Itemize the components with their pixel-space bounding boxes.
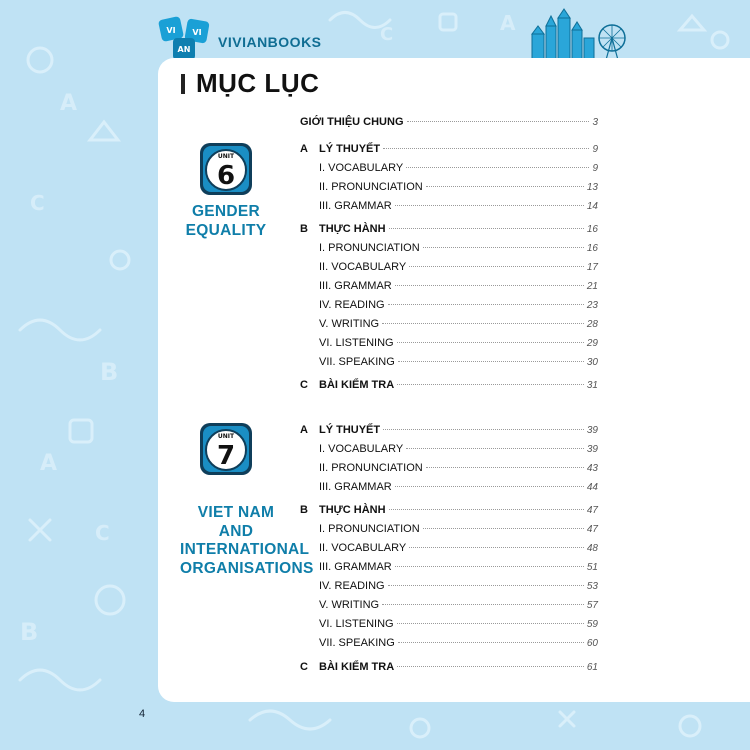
svg-text:A: A: [500, 11, 516, 35]
toc-entry-label: VII. SPEAKING: [319, 637, 395, 649]
svg-text:A: A: [60, 91, 78, 116]
dot-leader: [383, 429, 584, 430]
toc-entry-label: IV. READING: [319, 299, 385, 311]
dot-leader: [395, 566, 584, 567]
dot-leader: [395, 285, 584, 286]
dot-leader: [389, 228, 584, 229]
toc-entry-label: GIỚI THIỆU CHUNG: [300, 116, 404, 128]
brand-name: VIVIANBOOKS: [218, 34, 322, 50]
toc-entry-label: I. VOCABULARY: [319, 443, 404, 455]
toc-item-row[interactable]: [319, 318, 598, 330]
toc-page-number: 44: [586, 482, 598, 493]
dot-leader: [423, 528, 584, 529]
toc-entry-label: II. PRONUNCIATION: [319, 181, 423, 193]
dot-leader: [397, 623, 584, 624]
toc-page-number: 51: [586, 562, 598, 573]
toc-page-number: 39: [586, 425, 598, 436]
dot-leader: [397, 342, 584, 343]
unit-6-badge: [199, 142, 253, 196]
toc-page-number: 9: [592, 144, 598, 155]
toc-section-row[interactable]: [319, 504, 598, 516]
dot-leader: [389, 509, 584, 510]
toc-page-number: 53: [586, 581, 598, 592]
toc-item-row[interactable]: [319, 542, 598, 554]
toc-page-number: 9: [592, 163, 598, 174]
vivian-logo: [158, 16, 210, 62]
unit-7-badge: [199, 422, 253, 476]
toc-page-number: 29: [586, 338, 598, 349]
unit-7-number: 7: [216, 441, 236, 471]
toc-page-number: 61: [586, 662, 598, 673]
toc-item-row[interactable]: [319, 200, 598, 212]
toc-entry-label: III. GRAMMAR: [319, 200, 392, 212]
page-number: 4: [138, 708, 146, 720]
toc-page-number: 28: [586, 319, 598, 330]
svg-text:B: B: [20, 618, 39, 646]
toc-entry-label: II. VOCABULARY: [319, 261, 407, 273]
svg-text:C: C: [95, 521, 110, 545]
toc-item-row[interactable]: [319, 561, 598, 573]
toc-page-number: 13: [586, 182, 598, 193]
unit-7-title-line: AND: [218, 522, 254, 540]
toc-item-row[interactable]: [319, 580, 598, 592]
toc-page-number: 30: [586, 357, 598, 368]
unit-6-title: [180, 203, 272, 240]
toc-item-row[interactable]: [319, 599, 598, 611]
section-letter: A: [300, 424, 308, 436]
unit-7-title-line: INTERNATIONAL: [180, 541, 310, 558]
toc-item-row[interactable]: [319, 299, 598, 311]
toc-item-row[interactable]: [319, 181, 598, 193]
toc-entry-label: II. VOCABULARY: [319, 542, 407, 554]
section-letter: A: [300, 143, 308, 155]
toc-section-row[interactable]: [319, 143, 598, 155]
dot-leader: [382, 323, 584, 324]
toc-item-row[interactable]: [319, 242, 598, 254]
toc-page-number: 48: [586, 543, 598, 554]
toc-entry-label: BÀI KIỂM TRA: [319, 379, 395, 391]
dot-leader: [382, 604, 584, 605]
toc-page-number: 16: [586, 224, 598, 235]
toc-entry-label: III. GRAMMAR: [319, 481, 392, 493]
toc-entry-label: I. VOCABULARY: [319, 162, 404, 174]
svg-text:C: C: [30, 191, 45, 215]
section-letter: B: [300, 504, 308, 516]
dot-leader: [398, 642, 584, 643]
toc-page-number: 57: [586, 600, 598, 611]
toc-entry-label: LÝ THUYẾT: [319, 424, 381, 436]
toc-page-number: 43: [586, 463, 598, 474]
toc-section-row[interactable]: [319, 424, 598, 436]
toc-intro-row[interactable]: [300, 116, 598, 128]
logo-letter-2: VI: [192, 28, 202, 37]
dot-leader: [397, 666, 584, 667]
dot-leader: [423, 247, 584, 248]
unit-7-title: [180, 504, 314, 578]
toc-page-number: 47: [586, 505, 598, 516]
toc-page-number: 17: [586, 262, 598, 273]
dot-leader: [426, 467, 584, 468]
toc-page-number: 31: [586, 380, 598, 391]
section-letter: C: [300, 661, 308, 673]
toc-item-row[interactable]: [319, 261, 598, 273]
toc-item-row[interactable]: [319, 618, 598, 630]
toc-entry-label: II. PRONUNCIATION: [319, 462, 423, 474]
unit-7-label: UNIT: [217, 433, 235, 440]
logo-letter-3: AN: [177, 45, 191, 54]
toc-item-row[interactable]: [319, 162, 598, 174]
toc-section-row[interactable]: [319, 223, 598, 235]
dot-leader: [395, 205, 584, 206]
dot-leader: [388, 304, 584, 305]
toc-entry-label: I. PRONUNCIATION: [319, 242, 420, 254]
dot-leader: [398, 361, 584, 362]
svg-text:A: A: [40, 451, 58, 476]
toc-item-row[interactable]: [319, 523, 598, 535]
toc-item-row[interactable]: [319, 356, 598, 368]
toc-page-number: 39: [586, 444, 598, 455]
toc-entry-label: THỰC HÀNH: [319, 504, 386, 516]
dot-leader: [406, 167, 589, 168]
toc-entry-label: VI. LISTENING: [319, 618, 394, 630]
toc-page-number: 16: [586, 243, 598, 254]
toc-entry-label: VI. LISTENING: [319, 337, 394, 349]
dot-leader: [406, 448, 584, 449]
title-accent-bar: [181, 74, 185, 94]
dot-leader: [426, 186, 584, 187]
toc-page-number: 59: [586, 619, 598, 630]
toc-item-row[interactable]: [319, 637, 598, 649]
svg-text:C: C: [380, 24, 394, 45]
toc-item-row[interactable]: [319, 280, 598, 292]
toc-entry-label: V. WRITING: [319, 599, 380, 611]
toc-entry-label: V. WRITING: [319, 318, 380, 330]
svg-text:B: B: [100, 358, 119, 386]
toc-entry-label: I. PRONUNCIATION: [319, 523, 420, 535]
toc-entry-label: III. GRAMMAR: [319, 280, 392, 292]
section-letter: B: [300, 223, 308, 235]
toc-item-row[interactable]: [319, 481, 598, 493]
section-letter: C: [300, 379, 308, 391]
toc-item-row[interactable]: [319, 462, 598, 474]
dot-leader: [383, 148, 589, 149]
toc-section-row[interactable]: [319, 661, 598, 673]
dot-leader: [407, 121, 590, 122]
toc-section-row[interactable]: [319, 379, 598, 391]
toc-page-number: 47: [586, 524, 598, 535]
unit-6-title-line: EQUALITY: [185, 221, 267, 239]
dot-leader: [409, 547, 584, 548]
unit-6-title-line: GENDER: [191, 203, 261, 220]
dot-leader: [388, 585, 584, 586]
page-title: MỤC LỤC: [196, 68, 320, 98]
city-skyline-illustration: [528, 8, 628, 60]
toc-item-row[interactable]: [319, 443, 598, 455]
unit-7-title-line: VIET NAM: [197, 504, 275, 521]
dot-leader: [395, 486, 584, 487]
dot-leader: [397, 384, 584, 385]
toc-entry-label: VII. SPEAKING: [319, 356, 395, 368]
toc-entry-label: III. GRAMMAR: [319, 561, 392, 573]
toc-entry-label: IV. READING: [319, 580, 385, 592]
toc-entry-label: BÀI KIỂM TRA: [319, 661, 395, 673]
toc-item-row[interactable]: [319, 337, 598, 349]
toc-page-number: 14: [586, 201, 598, 212]
unit-6-label: UNIT: [217, 153, 235, 160]
toc-page-number: 23: [586, 300, 598, 311]
toc-page-number: 3: [592, 117, 598, 128]
dot-leader: [409, 266, 584, 267]
toc-entry-label: THỰC HÀNH: [319, 223, 386, 235]
logo-letter-1: VI: [166, 26, 176, 35]
unit-6-number: 6: [216, 161, 236, 191]
toc-entry-label: LÝ THUYẾT: [319, 143, 381, 155]
unit-7-title-line: ORGANISATIONS: [180, 559, 314, 577]
toc-page-number: 60: [586, 638, 598, 649]
toc-page-number: 21: [586, 281, 598, 292]
